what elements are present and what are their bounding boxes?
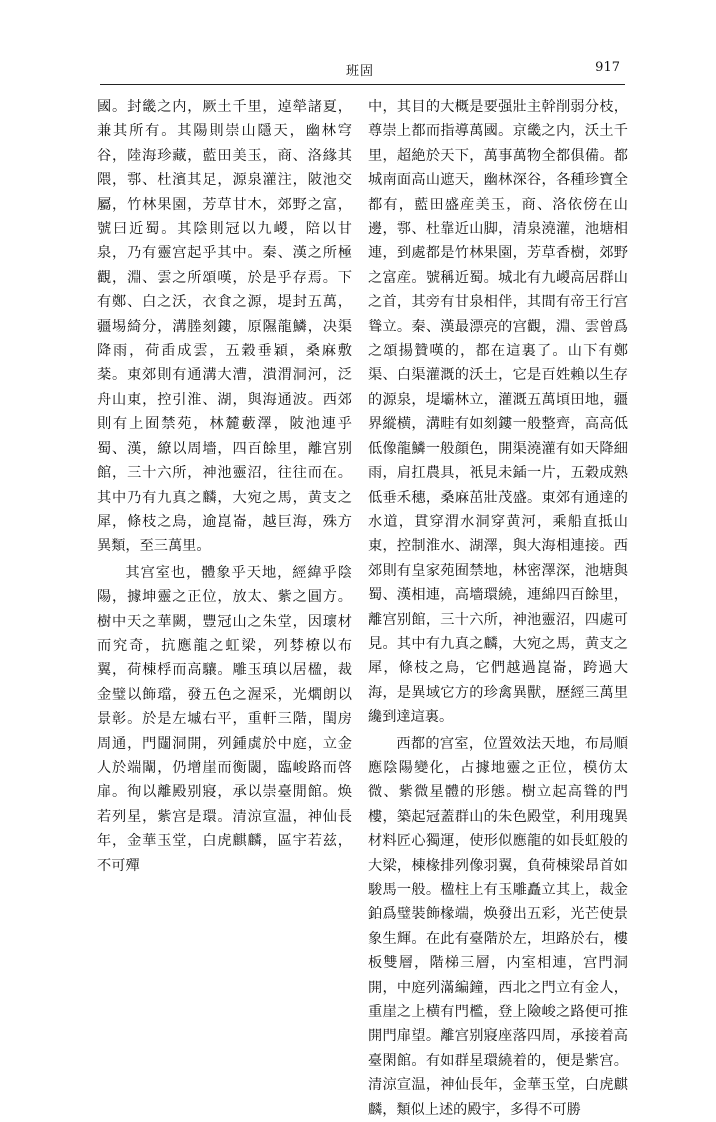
translation-column [368,95,628,1118]
classical-text-column [97,95,352,975]
classical-paragraph-2: 其宫室也，體象乎天地，經緯乎陰陽，據坤靈之正位，放太、紫之圓方。樹中天之華闕，豐冠山之朱堂，因瓌材而究奇，抗應龍之虹梁，列棼橑以布翼，荷棟桴而高驤。雕玉瑱以居楹，裁金璧以飾璫，發五色之渥采，光爓朗以景彰。於是左墄右平，重軒三階，閨房周通，門闥洞開，列鍾虡於中庭，立金人於端闈，仍增崖而衡閾，臨峻路而啓扉。徇以離殿别寢，承以崇臺閒館。焕若列星，紫宫是環。清涼宣温，神仙長年，金華玉堂，白虎麒麟，區宇若兹，不可殫 [97,564,352,874]
translation-paragraph-1: 中，其目的大概是要强壯主幹削弱分枝，尊崇上都而指導萬國。京畿之内，沃土千里，超絶於天下，萬事萬物全都俱備。都城南面高山遮天，幽林深谷，各種珍寶全都有，藍田盛産美玉，商、洛依傍在山邊，鄠、杜靠近山脚，清泉澆灌，池塘相連，到處都是竹林果園，芳草香樹，郊野之富産。號稱近蜀。城北有九嵕高居群山之首，其旁有甘泉相伴，其間有帝王行宫聳立。秦、漢最漂亮的宫觀，淵、雲曾爲之頌揚贊嘆的，都在這裏了。山下有鄭渠、白渠灌溉的沃土，它是百姓賴以生存的源泉，堤壩林立，灌溉五萬頃田地，疆界縱横，溝畦有如刻鏤一般整齊，高高低低像龍鱗一般顔色，開渠澆灌有如天降細雨，肩扛農具，衹見未鍤一片，五穀成熟低垂禾穗，桑麻茁壯茂盛。東郊有通達的水道，貫穿渭水洞穿黄河，乘船直抵山東，控制淮水、湖澤，與大海相連接。西郊則有皇家苑囿禁地，林密澤深，池塘與蜀、漢相連，高墻環繞，連綿四百餘里，離宫别館，三十六所，神池靈沼，四處可見。其中有九真之麟，大宛之馬，黄支之犀，條枝之鳥，它們越過崑崙，跨過大海，是異域它方的珍禽異獸，歷經三萬里纔到達這裏。 [368,99,628,726]
running-title: 班固 [345,64,374,79]
header-rule [100,84,625,85]
page-header [100,60,620,82]
translation-paragraph-2: 西都的宫室，位置效法天地，布局順應陰陽變化，占據地靈之正位，模仿太微、紫微星體的形態。樹立起高聳的門樓，築起冠蓋群山的朱色殿堂，利用瑰異材料匠心獨運，使形似應龍的如長虹般的大梁，棟椽排列像羽翼，負荷棟梁昂首如駿馬一般。楹柱上有玉雕矗立其上，裁金鉑爲璧裝飾椽端，焕發出五彩，光芒使景象生輝。在此有臺階於左，坦路於右，樓板雙層，階梯三層，内室相連，宫門洞開，中庭列滿編鐘，西北之門立有金人，重崖之上横有門檻，登上險峻之路便可推開門扉望。離宫别寢座落四周，承接着高臺閑館。有如群星環繞着的，便是紫宫。清涼宣温，神仙長年，金華玉堂，白虎麒麟，類似上述的殿宇，多得不可勝 [368,735,628,1118]
page-number: 917 [595,60,620,75]
classical-paragraph-1: 國。封畿之内，厥土千里，逴犖諸夏，兼其所有。其陽則崇山隱天，幽林穹谷，陸海珍藏，藍田美玉，商、洛緣其隈，鄠、杜濱其足，源泉灌注，陂池交屬，竹林果園，芳草甘木，郊野之富，號曰近蜀。其陰則冠以九嵕，陪以甘泉，乃有靈宫起乎其中。秦、漢之所極觀，淵、雲之所頌嘆，於是乎存焉。下有鄭、白之沃，衣食之源，堤封五萬，疆埸綺分，溝塍刻鏤，原隰龍鱗，决渠降雨，荷臿成雲，五穀垂穎，桑麻敷棻。東郊則有通溝大漕，潰渭洞河，泛舟山東，控引淮、湖，與海通波。西郊則有上囿禁苑，林麓藪澤，陂池連乎蜀、漢，繚以周墻，四百餘里，離宫别館，三十六所，神池靈沼，往往而在。其中乃有九真之麟，大宛之馬，黄支之犀，條枝之鳥，逾崑崙，越巨海，殊方異類，至三萬里。 [97,99,352,555]
